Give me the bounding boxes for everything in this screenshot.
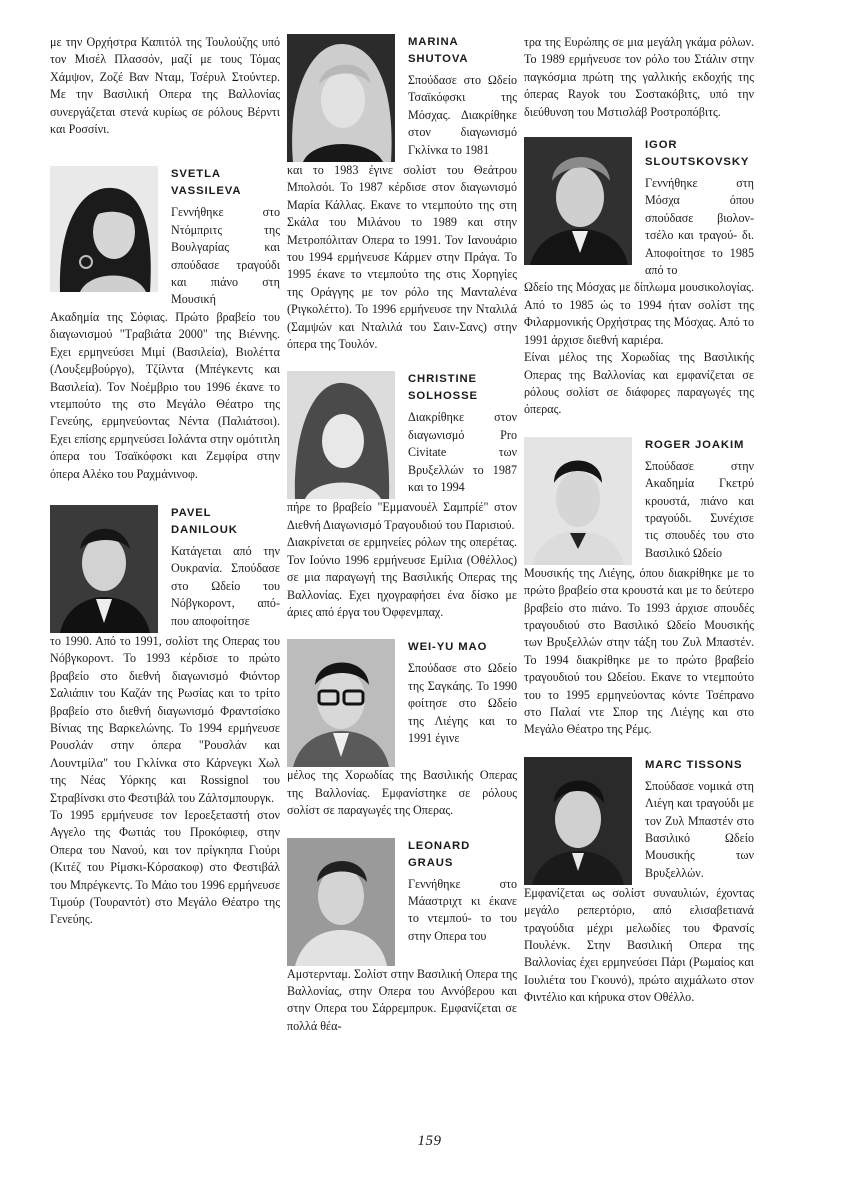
name-leonard-line2: GRAUS	[408, 856, 454, 869]
column-2	[287, 34, 517, 1035]
name-igor-line1: IGOR	[645, 139, 678, 152]
bio-marc-tissons	[524, 757, 754, 1007]
bio-body-text: και το 1983 έγινε σολίστ του Θεάτρου Μπολσόι. Το 1987 κέρδισε στον διαγωνισμό Μαρία Κάλλας. Εκανε το ντεμπούτο της στη Σκάλα του Μιλάνου το 1989 και στην Μετροπόλιταν Οπερα το 1991. Τον Ιανουάριο του 1994 ερμήνευσε Κάρμεν στην Πράγα. Το 1995 έκανε το ντεμπούτο της στις Χορηγίες της Οράγγης με τον ρόλο της Μανταλένα (Ριγκολέττο). Το 1996 ερμήνευσε την Νταλιλά (Σαμψών και Νταλιλά του Σαιν-Σανς) στην όπερα της Τουλόν.	[287, 163, 517, 352]
name-svetla-line2: VASSILEVA	[171, 185, 242, 198]
name-leonard-line1: LEONARD	[408, 839, 471, 852]
bio-body-text: Εμφανίζεται ως σολίστ συναυλιών, έχοντας μεγάλο ρεπερτόριο, από ελισαβετιανά τραγούδια μέχρι μελωδίες του Φρανσίς Πουλένκ. Στην Βασιλική Οπερα της Βαλλονίας έχει ερμηνεύσει Πάρι (Ρωμαίος και Ιουλιέτα του Γκουνό), πρώτο αιχμάλωτο στον Φιντέλιο και κήρυκα στον Οθέλλο.	[524, 885, 754, 1005]
portrait-icon	[50, 166, 158, 292]
bio-side-text: Γεννήθηκε στη Μόσχα όπου σπούδασε βιολον- τσέλο και τραγού- δι. Αποφοίτησε το 1985 από το	[645, 176, 754, 278]
portrait-photo-roger	[524, 437, 632, 565]
portrait-photo-leonard	[287, 838, 395, 966]
name-marc-line1: MARC TISSONS	[645, 758, 743, 771]
bio-body-text: Αμστερνταμ. Σολίστ στην Βασιλική Οπερα της Βαλλονίας, στην Οπερα του Αννόβερου και στην Οπερα του Σάρρεμπρυκ. Εμφανίζεται σε πολλά θέα-	[287, 966, 517, 1033]
name-marina-line2: SHUTOVA	[408, 53, 469, 65]
bio-side-text: Γεννήθηκε στο Ντόμπριτς της Βουλγαρίας και σπούδασε τραγούδι και πιάνο στη Μουσική	[171, 205, 280, 307]
portrait-photo-wei-yu	[287, 639, 395, 767]
portrait-icon	[524, 437, 632, 565]
bio-pavel-danilouk	[50, 505, 280, 929]
bio-body-text-2: Είναι μέλος της Χορωδίας της Βασιλικής Οπερας της Βαλλονίας και εμφανίζεται σε ρόλους σολίστ σε διάφορες παραγωγές της όπερας.	[524, 350, 754, 417]
portrait-icon	[287, 371, 395, 499]
portrait-icon	[524, 137, 632, 265]
name-pavel-line1: PAVEL	[171, 506, 212, 519]
bio-body-text-2: Διακρίνεται σε ερμηνείες ρόλων της οπερέτας. Τον Ιούνιο 1996 ερμήνευσε Εμίλια (Οθέλλος) σε μια παραγωγή της Βασιλικής Οπερας της Βαλλονίας. Εχει ηχογραφήσει ένα δίσκο με άριες από έργα του Όφφενμπαχ.	[287, 535, 517, 619]
bio-body-text: Ωδείο της Μόσχας με δίπλωμα μουσικολογίας. Από το 1985 ώς το 1994 ήταν σολίστ της Φιλαρμονικής Ορχήστρας της Μόσχας. Από το 1991 άρχισε διεθνή καριέρα.	[524, 280, 754, 347]
name-svetla-line1: SVETLA	[171, 168, 221, 181]
name-christine-line2: SOLHOSSE	[408, 390, 478, 403]
bio-christine-solhosse	[287, 371, 517, 621]
bio-side-text: Σπούδασε στην Ακαδημία Γκετρύ κρουστά, πιάνο και τραγούδι. Συνέχισε τις σπουδές του στο Βασιλικό Ωδείο	[645, 458, 754, 560]
bio-body-text: Μουσικής της Λιέγης, όπου διακρίθηκε με το πρώτο βραβείο στα κρουστά και με το δεύτερο βραβείο στο πιάνο. Το 1993 άρχισε σπουδές τραγουδιού στο Βασιλικό Ωδείο Μουσικής των Βρυξελλών στην τάξη του Ζυλ Μπαστέν. Το 1994 διακρίθηκε με το πρώτο βραβείο τραγουδιού του Ωδείου. Εκανε το ντεμπούτο του το 1995 ερμηνεύοντας κόντε Τσέπρανο στο Παλαί ντε Σπορ της Λιέγης και στο Μεγάλο Θέατρο της Ρέμς.	[524, 565, 754, 737]
name-roger-line1: ROGER JOAKIM	[645, 438, 745, 451]
bio-marina-shutova	[287, 34, 517, 353]
name-igor-line2: SLOUTSKOVSKY	[645, 156, 750, 169]
portrait-photo-marc	[524, 757, 632, 885]
name-pavel-line2: DANILOUK	[171, 523, 238, 536]
name-marina-line1: MARINA	[408, 36, 459, 48]
portrait-photo-svetla	[50, 166, 158, 292]
portrait-icon	[287, 34, 395, 162]
bio-svetla-vassileva	[50, 166, 280, 483]
bio-body-text: πήρε το βραβείο "Εμμανουέλ Σαμπρίέ" στον Διεθνή Διαγωνισμό Τραγουδιού του Παρισιού.	[287, 500, 517, 532]
column-1	[50, 34, 280, 929]
column1-intro-text: με την Ορχήστρα Καπιτόλ της Τουλούζης υπό τον Μισέλ Πλασσόν, μαζί με τους Τόμας Χάμψον, Ζοζέ Βαν Νταμ, Τσέρυλ Στούντερ. Με την Βασιλική Οπερα της Βαλλονίας συνεργάζεται στενά κυρίως σε ρόλους Βέρντι και Ροσσίνι.	[50, 35, 280, 137]
name-christine-line1: CHRISTINE	[408, 373, 477, 386]
bio-side-text: Γεννήθηκε στο Μάαστριχτ κι έκανε το ντεμπού- το του στην Οπερα του	[408, 876, 517, 943]
bio-side-text: Σπούδασε στο Ωδείο Τσαϊκόφσκι της Μόσχας. Διακρίθηκε στον διαγωνισμό Γκλίνκα το 1981	[408, 73, 517, 157]
column3-intro-text: τρα της Ευρώπης σε μια μεγάλη γκάμα ρόλων. Το 1989 ερμήνευσε τον ρόλο του Στάλιν στην παγκόσμια πρώτη της γαλλικής εκδοχής της όπερας Rayok του Σοστακόβιτς, υπό την διεύθυνση του Μστισλάβ Ροστροπόβιτς.	[524, 35, 754, 119]
portrait-icon	[287, 838, 395, 966]
bio-side-text: Διακρίθηκε στον διαγωνισμό Pro Civitate των Βρυξελλών το 1987 και το 1994	[408, 410, 517, 495]
bio-side-text: Σπούδασε στο Ωδείο της Σαγκάης. Το 1990 φοίτησε στο Ωδείο της Λιέγης και το 1991 έγινε	[408, 661, 517, 745]
name-wei-yu-line1: WEI-YU MAO	[408, 641, 488, 654]
portrait-photo-pavel	[50, 505, 158, 633]
bio-leonard-graus	[287, 838, 517, 1036]
portrait-icon	[287, 639, 395, 767]
bio-body-text: μέλος της Χορωδίας της Βασιλικής Οπερας της Βαλλονίας. Εμφανίστηκε σε ρόλους σολίστ σε παραγωγές της Οπερας.	[287, 768, 517, 818]
portrait-icon	[524, 757, 632, 885]
bio-body-text: Ακαδημία της Σόφιας. Πρώτο βραβείο του διαγωνισμού "Τραβιάτα 2000" της Βιέννης. Εχει ερμηνεύσει Μιμί (Βασιλεία), Βιολέττα (Λουξεμβούργο), Τζίλντα (Μπέγκεντς και Βασιλεία). Τον Νοέμβριο του 1996 έκανε το ντεμπούτο της στο Μεγάλο Θέατρο της Γενεύης, ερμηνεύοντας Νέντα (Παλιάτσοι). Εχει επίσης ερμηνεύσει Ιολάντα στην ομότιτλη όπερα του Τσαϊκόφσκι και Ζεμφίρα στην όπερα Αλέκο του Ραχμάνινοφ.	[50, 309, 280, 481]
page-number: 159	[417, 1133, 442, 1149]
bio-body-text-2: Το 1995 ερμήνευσε τον Ιεροεξεταστή στον Αγγελο της Φωτιάς του Προκόφιεφ, στην Οπερα του Νανού, και τον πρίγκηπα Γιούρι (Κιτέζ του Ρίμσκι-Κόρσακοφ) στο Φεστιβάλ του Μπρέγκεντς. Το Μάιο του 1996 ερμήνευσε Τιμούρ (Τουραντότ) στο Μεγάλο Θέατρο της Γενεύης.	[50, 808, 280, 927]
portrait-photo-igor	[524, 137, 632, 265]
bio-wei-yu-mao	[287, 639, 517, 819]
portrait-icon	[50, 505, 158, 633]
portrait-photo-christine	[287, 371, 395, 499]
portrait-photo-marina	[287, 34, 395, 162]
bio-side-text: Σπούδασε νομικά στη Λιέγη και τραγούδι με τον Ζυλ Μπαστέν στο Βασιλικό Ωδείο Μουσικής των Βρυξελλών.	[645, 778, 754, 880]
column-3	[524, 34, 754, 1007]
bio-body-text: το 1990. Από το 1991, σολίστ της Οπερας του Νόβγκοροντ. Το 1993 κέρδισε το πρώτο βραβείο στο διεθνή διαγωνισμό Φιόντορ Σαλιάπιν του Καζάν της Ρωσίας και το τρίτο βραβείο στο διεθνή διαγωνισμό Φραντσίσκο Βίνιας της Βαρκελώνης. Το 1994 ερμήνευσε Ρουσλάν στην όπερα "Ρουσλάν και Λουντμίλα" του Γκλίνκα στο Κάρνεγκι Χωλ της Νέας Υόρκης και Rossignol του Στραβίνσκι στο Φεστιβάλ του Ζάλτσμπουργκ.	[50, 633, 280, 805]
bio-side-text: Κατάγεται από την Ουκρανία. Σπούδασε στο Ωδείο του Νόβγκοροντ, από- που αποφοίτησε	[171, 543, 280, 628]
bio-igor-sloutskovsky	[524, 137, 754, 419]
bio-roger-joakim	[524, 437, 754, 739]
